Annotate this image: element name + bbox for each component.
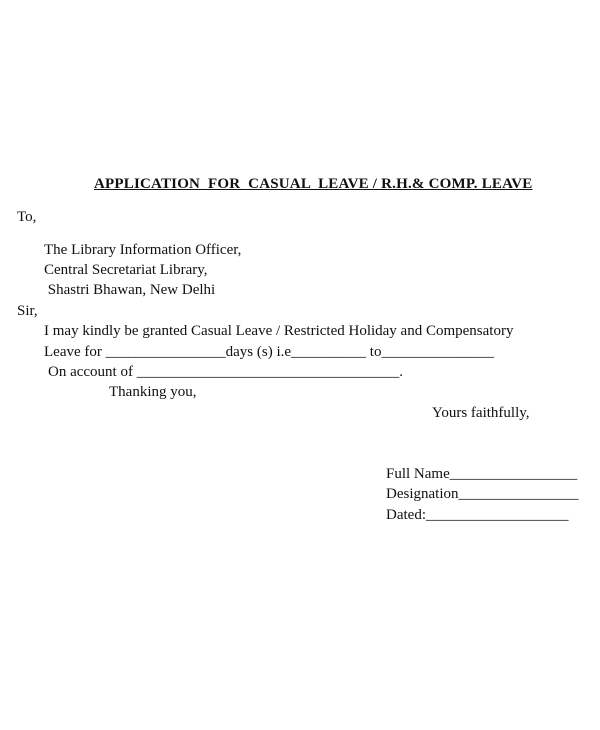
salutation-sir: Sir, bbox=[17, 303, 38, 319]
salutation-to: To, bbox=[17, 209, 37, 225]
dated-field: Dated:___________________ bbox=[386, 507, 569, 523]
designation-field: Designation________________ bbox=[386, 486, 579, 502]
body-line: I may kindly be granted Casual Leave / Restricted Holiday and Compensatory bbox=[44, 323, 514, 339]
addressee-line: Central Secretariat Library, bbox=[44, 262, 208, 278]
document-title: APPLICATION FOR CASUAL LEAVE / R.H.& COMP. LEAVE bbox=[94, 176, 533, 192]
closing-text: Yours faithfully, bbox=[432, 405, 530, 421]
thanks-text: Thanking you, bbox=[109, 384, 197, 400]
body-line: On account of ___________________________________. bbox=[48, 364, 403, 380]
addressee-line: Shastri Bhawan, New Delhi bbox=[44, 282, 216, 298]
addressee-line: The Library Information Officer, bbox=[44, 242, 242, 258]
full-name-field: Full Name_________________ bbox=[386, 466, 578, 482]
body-line: Leave for ________________days (s) i.e__________ to_______________ bbox=[44, 344, 494, 360]
